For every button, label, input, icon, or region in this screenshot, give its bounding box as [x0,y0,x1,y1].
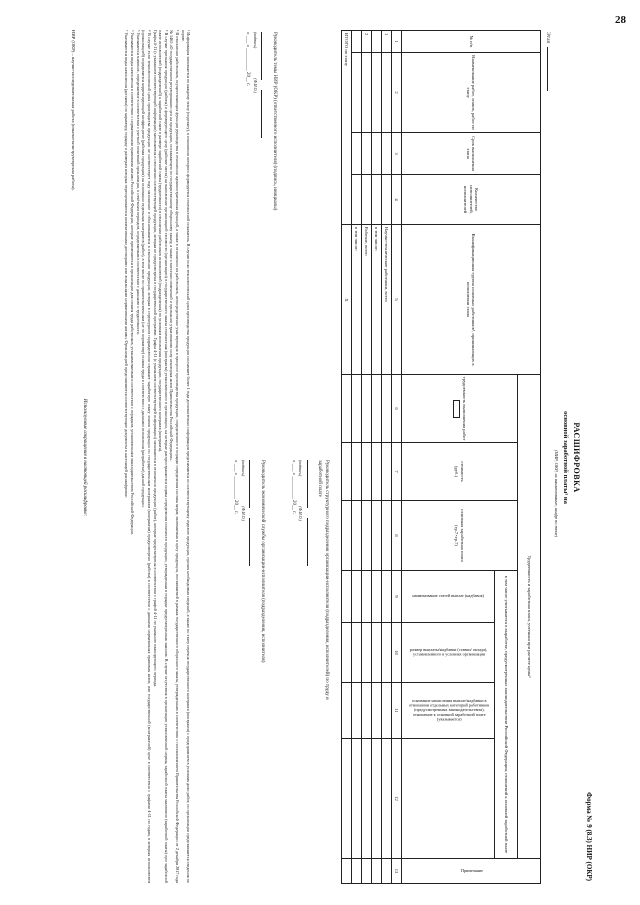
cell-performers[interactable] [362,175,372,225]
cell-base-salary[interactable] [352,501,362,571]
col-header-num: № п/п [402,31,541,53]
stage-label: Этап [545,32,551,44]
stage-field [545,32,551,91]
col-header-blank [402,739,495,859]
footnote: ⁵ Указывается значение, определяемое в соответствии с учетной политикой организации, и отчётным периодом, определяемым в соответствии с данными о трудоемкости. [135,30,141,335]
col-header-work-name: Наименование работ, этапов, работ по этапу [402,53,541,133]
row-qualification: в том числе: [372,225,382,375]
col-header-allowance-names: наименование статей выплат (надбавок) [402,571,495,623]
col-number: 1 [392,31,402,53]
cell-performers[interactable] [382,175,392,225]
footnote: ⁶ Указываются виды начисления в соответствии с нормативными правовыми актами Российской Федерации, которые применяются в организации для оплаты труда работников, устанавливаемым в соответствии с порядком, установленным законодательством Российской Федерации. [129,30,135,536]
col-header-including-group: в том числе учитывается в выработке, предусмотренных законодательством Российской Федерации, отношений к основной заработной плате [495,571,518,859]
col-number: 7 [392,443,402,501]
labor-hours-unit-box [453,400,460,418]
row-num [352,31,362,53]
total-allowance-size[interactable] [342,623,352,683]
footnote: ¹ Информация заполняется по каждому этапу (подэтапу), в отношении которого формируется стоимостной показатель. В случае если технологический цикл производства продукции составляет более 1 года дополнительно информация представляется по соответствующему изделию продукции, прочих необходимых сведений, а также по этапу перечня государственного контракта (контракта) с предприятием в условиях доли работ, по организации представляется сведения по норме. [180,30,191,883]
cell-allowance-basis[interactable] [382,683,392,739]
abbreviations-title: Используемые сокращения в настоящей расшифровке: [82,398,87,517]
signature-line[interactable] [250,460,251,508]
cell-work-name[interactable] [372,53,382,133]
cell-allowance-names[interactable] [362,571,372,623]
row-num: 2 [362,31,372,53]
cell-cost[interactable] [362,443,372,501]
col-number: 12 [392,739,402,859]
name-caption: (Ф.И.О.) [253,78,258,93]
signature-caption: (подпись) [241,460,246,477]
cell-deadline[interactable] [362,133,372,175]
cell-labor-hours[interactable] [382,375,392,443]
name-line[interactable] [262,90,263,138]
cell-allowance-size[interactable] [362,623,372,683]
total-mark: X [342,225,352,375]
col-number: 10 [392,623,402,683]
cell-note[interactable] [362,859,372,884]
row-qualification: Научно-технические работники, всего [382,225,392,375]
row-num: 1 [382,31,392,53]
cell-allowance-names[interactable] [352,571,362,623]
col-header-deadline: Срок выполнения этапа [402,133,541,175]
table-row [362,31,372,884]
signature-date: « ___ » _________ 20__ г. [291,460,296,514]
footnotes [123,30,191,883]
cell-allowance-basis[interactable] [352,683,362,739]
col-number: 5 [392,225,402,375]
col-header-performers: Количество исполнителей, исполнителей [402,175,541,225]
salary-breakdown-table [341,30,541,884]
cell-base-salary[interactable] [372,501,382,571]
abbreviations-line: НИР (ОКР) – научно-исследовательская работа (опытно-конструкторская работа). [71,30,76,191]
signature-date: « ___ » _________ 20__ г. [245,32,251,86]
total-label: ИТОГО по этапу [342,31,352,225]
signature-title: Руководитель экономической службы организации-исполнителя (подразделения, исполнителя) [260,460,265,663]
cell-work-name[interactable] [362,53,372,133]
table-total-row [342,31,352,884]
form-subtitle: основной заработной платы¹ на [562,411,569,504]
footnote: ⁴ В случае если технологический цикл производства продукции не соответствует году заполнение и обосновывается в отношении продукции, которая в структурном подразделении отражает заработную плату этапов продукции по государственным контрактам (контрактам) предусмотрено (работы) в соответствии с данными нормативных правовых актов, или государственной (контрактной) цене в соответствии с графами 4-11 по годам, в которых исполнителем (организацией) определяется корректирующий коэффициент (рабочая продукция) на основании отдельных контрактов (работ), в том числе по правительственным (не по нормативу) оплаты труда в соответствии с данными исполнения (разработки) данной продукции. [141,30,152,883]
total-allowance-names[interactable] [342,571,352,623]
col-number: 8 [392,501,402,571]
cell-labor-hours[interactable] [362,375,372,443]
name-caption: (Ф.И.О.) [241,506,246,521]
row-qualification: в том числе: [352,225,362,375]
col-number: 2 [392,53,402,133]
cell-allowance-size[interactable] [352,623,362,683]
total-blank[interactable] [342,739,352,859]
cell-allowance-basis[interactable] [372,683,382,739]
cell-allowance-basis[interactable] [362,683,372,739]
col-header-base-salary: основная заработная плата (гр.7×гр.7) [402,501,518,571]
signature-line[interactable] [262,32,263,80]
table-row [382,31,392,884]
cell-blank[interactable] [372,739,382,859]
total-labor-hours[interactable] [342,375,352,443]
column-number-row [392,31,402,884]
cell-deadline[interactable] [382,133,392,175]
signature-date: « ___ » _________ 20__ г. [233,460,239,514]
cell-labor-hours[interactable] [372,375,382,443]
cell-labor-hours[interactable] [352,375,362,443]
cell-allowance-size[interactable] [372,623,382,683]
name-line[interactable] [307,518,308,566]
cell-note[interactable] [382,859,392,884]
cell-cost[interactable] [382,443,392,501]
total-cost[interactable] [342,443,352,501]
stage-input-line[interactable] [547,47,548,91]
total-note[interactable] [342,859,352,884]
cell-allowance-names[interactable] [382,571,392,623]
cell-deadline[interactable] [372,133,382,175]
footnote: ² В отношении работников, осуществляющих функции руководства в отношении административных функций, а также в отношении их работников, непосредственно участвующих в процессе производства продукции, определенного в порядке определения состава затрат, включаемых в цену продукции, поставляемой в рамках государственного оборонного заказа, утвержденным в соответствии с постановлением Правительства Российской Федерации от 2 декабря 2017 года № 1465 «О государственном регулировании цен на продукцию, поставляемую по государственному оборонному заказу, а также о внесении изменений и признании утратившими силу некоторых актов Правительства Российской Федерации». [169,30,180,883]
page-number: 28 [615,14,626,26]
cell-performers[interactable] [352,175,362,225]
footnote: ³ В случае признания продукции (работы) и формирующего цену (рабочие места) на выполнение организацией стоимости (организации) в государственного заказа стоимостная (контракта) установленного в организации, на которые распространяются нормы определения стоимости продукции, утвержденная в порядке предусмотренных законом. В случае отсутствия в организации установленной нормы, заработной платы заключено (заработной платы) при заработной плате исполнителей (подразделений) к заработной плате в размере заработной платы (трудоемкости) в отношении работников исполнителей (подразделения) по условиям исполнения продукции, государственного контракта (контракта). [158,30,169,883]
form-title: РАСШИФРОВКА [572,422,581,493]
col-header-labor-group: Трудоемкость и заработная плата, учтенная при расчете цены³ [518,375,541,859]
total-base-salary[interactable] [342,501,352,571]
cell-note[interactable] [352,859,362,884]
signature-line[interactable] [307,460,308,508]
col-header-labor-hours: трудоемкость выполнения работ [402,375,518,443]
cell-note[interactable] [372,859,382,884]
row-num [372,31,382,53]
signature-block-labor-dept [290,460,330,710]
col-header-note: Примечание [402,859,541,884]
rotated-form-sheet [35,30,595,885]
cell-performers[interactable] [372,175,382,225]
cell-blank[interactable] [382,739,392,859]
cell-blank[interactable] [352,739,362,859]
col-header-allowance-basis: основание начисления выплат/надбавки в отношении отдельных категорий работников (предусмотренных законодательством), отношение к основной заработной плате (указывается) [402,683,495,739]
cell-base-salary[interactable] [362,501,372,571]
cell-base-salary[interactable] [382,501,392,571]
cell-deadline[interactable] [352,133,362,175]
signature-block-economic-dept [232,460,265,710]
col-number: 13 [392,859,402,884]
col-header-cost: стоимость (руб.) [402,443,518,501]
col-header-allowance-size: размер выплаты/надбавки (ставки/ оклада), установленного в условиях организации [402,623,495,683]
col-number: 4 [392,175,402,225]
cell-cost[interactable] [372,443,382,501]
row-qualification: Рабочие, всего [362,225,372,375]
signature-title: Руководитель структурного подразделения организации-исполнителя (подразделения, исполнителей) по труду и заработной плате [317,460,329,700]
form-subtitle-note: (НИР, ОКР, их наименование, шифр по теме) [554,450,559,538]
signature-caption: (подпись) [298,460,304,477]
col-number: 11 [392,683,402,739]
signature-block-theme-head [244,32,277,232]
signature-caption: (подпись) [253,32,258,49]
cell-work-name[interactable] [352,53,362,133]
table-row [352,31,362,884]
col-number: 9 [392,571,402,623]
signature-title: Руководитель темы НИР (ОКР) (ответственного исполнителя) (подпись, инициалы) [272,32,277,211]
cell-work-name[interactable] [382,53,392,133]
name-line[interactable] [250,518,251,566]
col-number: 6 [392,375,402,443]
form-reference: Форма № 9 (8.3) НИР (ОКР) [585,792,593,881]
table-row [372,31,382,884]
cell-allowance-size[interactable] [382,623,392,683]
footnote: Графы 4-11 (с указанием соответствующей информации) заполняются в отношении соответствующей продукции, которая не предусмотрена в государственной программе. Графы 4-11 (с указанием соответствующей информации) заполняются в отношении продукции (работ), которые предусмотрены в соответствии с графой 4-11 по указанию планирующего периода. [152,30,158,688]
total-allowance-basis[interactable] [342,683,352,739]
col-header-qualification: Квалификационная группа основных работников², принимающих в исполнении этапа [402,225,541,375]
cell-cost[interactable] [352,443,362,501]
cell-blank[interactable] [362,739,372,859]
cell-allowance-names[interactable] [372,571,382,623]
col-number: 3 [392,133,402,175]
name-caption: (Ф.И.О.) [298,506,304,521]
footnote: ⁷ Указываются виды начисления (доплаты) по характеру, порядку и размерам которых переоцениваются коллективными договорами или локальными нормативными актами. Организацией представляются соответствующие документы к настоящей расшифровке. [124,30,130,498]
